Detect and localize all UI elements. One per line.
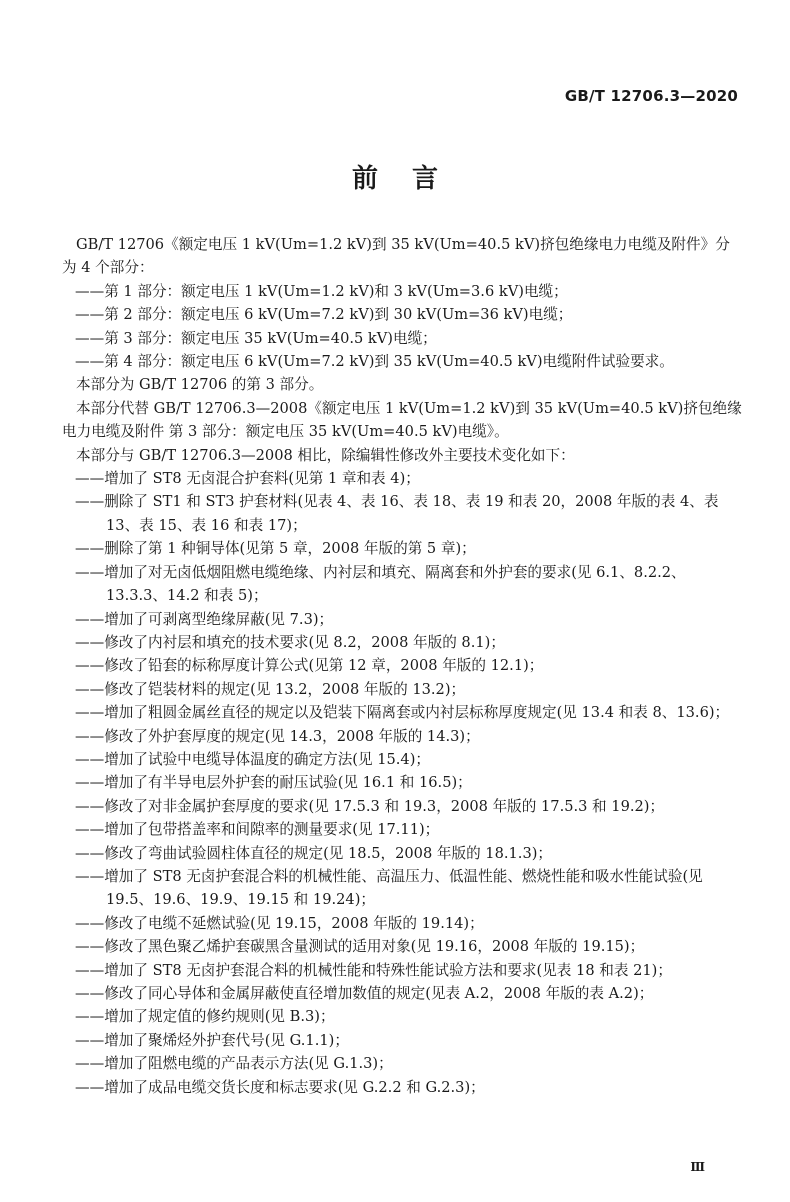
list-item: ——增加了 ST8 无卤护套混合料的机械性能、高温压力、低温性能、燃烧性能和吸水性能试验(见 19.5、19.6、19.9、19.15 和 19.24)； xyxy=(75,867,703,909)
list-item: ——第 3 部分：额定电压 35 kV(Um=40.5 kV)电缆； xyxy=(75,329,437,347)
list-item: ——增加了阻燃电缆的产品表示方法(见 G.1.3)； xyxy=(75,1055,393,1073)
list-item: ——第 1 部分：额定电压 1 kV(Um=1.2 kV)和 3 kV(Um=3.6 kV)电缆； xyxy=(75,282,568,300)
replaces-statement: 本部分代替 GB/T 12706.3—2008《额定电压 1 kV(Um=1.2 kV)到 35 kV(Um=40.5 kV)挤包绝缘电力电缆及附件 第 3 部分：额定电压 35 kV(Um=40.5 kV)电缆》。 xyxy=(62,399,742,441)
list-item: ——修改了铅套的标称厚度计算公式(见第 12 章，2008 年版的 12.1)； xyxy=(75,657,544,675)
list-item: ——增加了 ST8 无卤护套混合料的机械性能和特殊性能试验方法和要求(见表 18 和表 21)； xyxy=(75,961,672,979)
list-item: ——增加了成品电缆交货长度和标志要求(见 G.2.2 和 G.2.3)； xyxy=(75,1078,485,1096)
list-item: ——第 4 部分：额定电压 6 kV(Um=7.2 kV)到 35 kV(Um=40.5 kV)电缆附件试验要求。 xyxy=(75,353,674,371)
list-item: ——增加了聚烯烃外护套代号(见 G.1.1)； xyxy=(75,1031,349,1049)
changes-statement: 本部分与 GB/T 12706.3—2008 相比，除编辑性修改外主要技术变化如下： xyxy=(76,446,575,464)
list-item: ——修改了电缆不延燃试验(见 19.15，2008 年版的 19.14)； xyxy=(75,914,484,932)
list-item: ——修改了黑色聚乙烯护套碳黑含量测试的适用对象(见 19.16，2008 年版的 19.15)； xyxy=(75,938,645,956)
list-item: ——删除了 ST1 和 ST3 护套材料(见表 4、表 16、表 18、表 19 和表 20，2008 年版的表 4、表 13、表 15、表 16 和表 17)； xyxy=(75,493,719,534)
list-item: ——第 2 部分：额定电压 6 kV(Um=7.2 kV)到 30 kV(Um=36 kV)电缆； xyxy=(75,306,573,324)
standard-code: GB/T 12706.3—2020 xyxy=(564,87,738,105)
page-title: 前言 xyxy=(351,164,472,194)
list-item: ——修改了对非金属护套厚度的要求(见 17.5.3 和 19.3，2008 年版的 17.5.3 和 19.2)； xyxy=(75,797,665,815)
list-item: ——增加了可剥离型绝缘屏蔽(见 7.3)； xyxy=(75,610,334,628)
list-item: ——增加了规定值的修约规则(见 B.3)； xyxy=(75,1008,335,1026)
list-item: ——增加了有半导电层外护套的耐压试验(见 16.1 和 16.5)； xyxy=(75,774,472,792)
list-item: ——修改了同心导体和金属屏蔽使直径增加数值的规定(见表 A.2，2008 年版的表 A.2)； xyxy=(75,985,654,1002)
list-item: ——修改了内衬层和填充的技术要求(见 8.2，2008 年版的 8.1)； xyxy=(75,633,505,651)
list-item: ——增加了包带搭盖率和间隙率的测量要求(见 17.11)； xyxy=(75,821,440,839)
list-item: ——增加了粗圆金属丝直径的规定以及铠装下隔离套或内衬层标称厚度规定(见 13.4 和表 8、13.6)； xyxy=(75,704,730,722)
changes-list xyxy=(62,467,744,1099)
parts-list xyxy=(62,280,744,374)
page-number: Ⅲ xyxy=(690,1160,704,1174)
list-item: ——修改了铠装材料的规定(见 13.2，2008 年版的 13.2)； xyxy=(75,680,466,698)
list-item: ——增加了试验中电缆导体温度的确定方法(见 15.4)； xyxy=(75,750,430,768)
list-item: ——修改了外护套厚度的规定(见 14.3，2008 年版的 14.3)； xyxy=(75,727,480,745)
list-item: ——增加了 ST8 无卤混合护套料(见第 1 章和表 4)； xyxy=(75,470,420,488)
list-item: ——增加了对无卤低烟阻燃电缆绝缘、内衬层和填充、隔离套和外护套的要求(见 6.1、8.2.2、13.3.3、14.2 和表 5)； xyxy=(75,563,686,605)
list-item: ——删除了第 1 种铜导体(见第 5 章，2008 年版的第 5 章)； xyxy=(75,540,476,558)
list-item: ——修改了弯曲试验圆柱体直径的规定(见 18.5，2008 年版的 18.1.3)； xyxy=(75,844,553,862)
part-statement: 本部分为 GB/T 12706 的第 3 部分。 xyxy=(76,376,324,394)
intro-paragraph: GB/T 12706《额定电压 1 kV(Um=1.2 kV)到 35 kV(Um=40.5 kV)挤包绝缘电力电缆及附件》分为 4 个部分： xyxy=(62,236,730,277)
document-body xyxy=(62,233,744,1099)
